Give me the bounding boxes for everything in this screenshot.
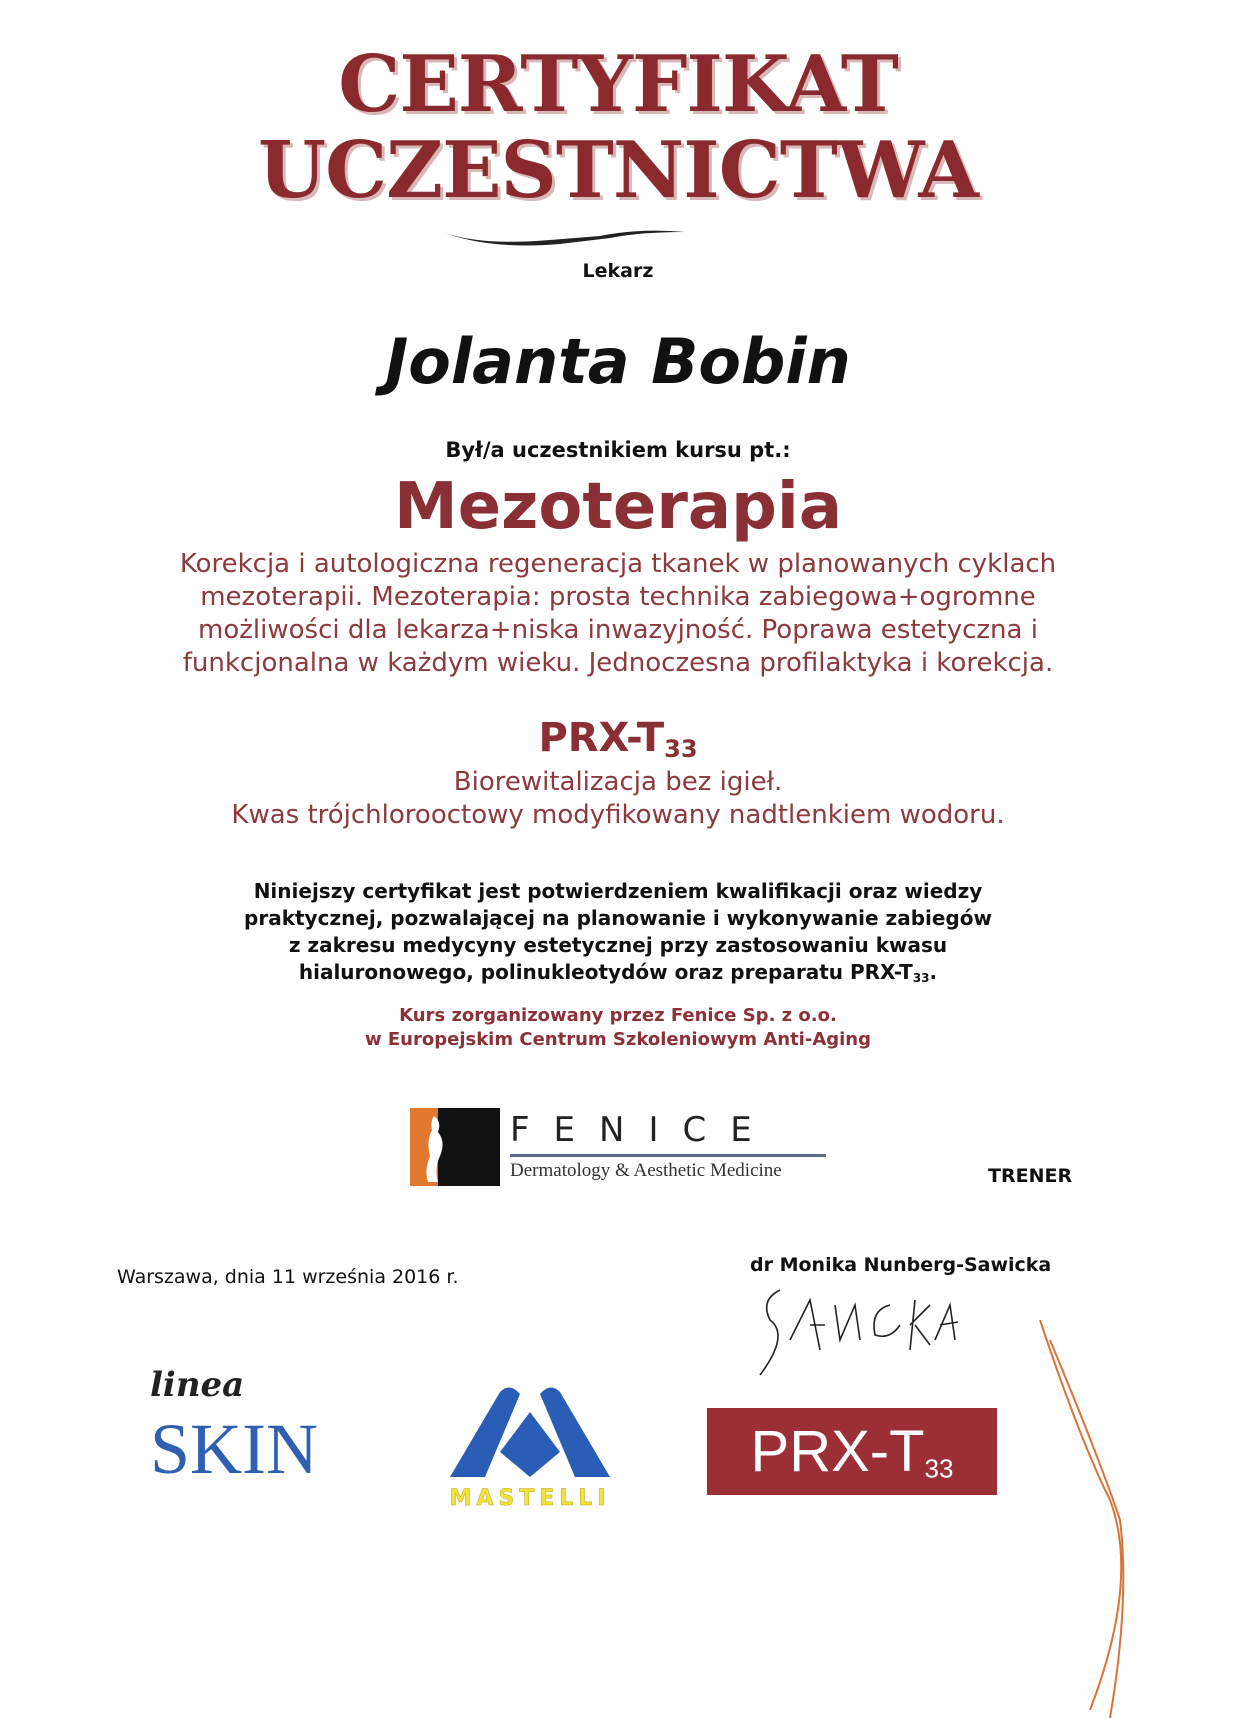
product-description [0,766,1236,832]
organizer [0,1004,1236,1052]
swoosh-divider [440,222,720,250]
linea-skin-logo [150,1365,319,1489]
participant-name: Jolanta Bobin [385,325,851,398]
skin-text: SKIN [150,1409,319,1489]
mastelli-m-icon [440,1382,620,1482]
product-subscript: 33 [664,735,698,763]
statement [0,878,1236,992]
course-title: Mezoterapia [394,470,842,544]
description-line: Korekcja i autologiczna regeneracja tkanek w planowanych cyklach [179,549,1057,579]
product-name: PRX-T [538,715,665,761]
prx-logo-name: PRX-T [750,1419,925,1484]
statement-line: Niniejszy certyfikat jest potwierdzeniem kwalifikacji oraz wiedzy [253,879,983,903]
description-line: możliwości dla lekarza+niska inwazyjność. Poprawa estetyczna i [198,615,1038,645]
prx-logo [707,1408,997,1495]
statement-line: z zakresu medycyny estetycznej przy zastosowaniu kwasu [288,933,948,957]
description-line: funkcjonalna w każdym wieku. Jednoczesna profilaktyka i korekcja. [182,648,1054,678]
fenice-tagline: Dermatology & Aesthetic Medicine [510,1160,782,1181]
trainer-label: TRENER [988,1165,1073,1187]
signature [740,1280,970,1390]
product-line: Kwas trójchlorooctowy modyfikowany nadtlenkiem wodoru. [231,800,1005,830]
statement-line: praktycznej, pozwalającej na planowanie i wykonywanie zabiegów [244,906,992,930]
statement-end: . [929,960,938,984]
product-title [0,715,1236,763]
statement-text: hialuronowego, polinukleotydów oraz preparatu PRX-T [298,960,913,984]
organizer-line: Kurs zorganizowany przez Fenice Sp. z o.o. [399,1005,837,1026]
prx-logo-sub: 33 [924,1453,954,1484]
description-line: mezoterapii. Mezoterapia: prosta technika zabiegowa+ogromne [200,582,1036,612]
intro-text: Był/a uczestnikiem kursu pt.: [445,438,791,462]
trainer-name: dr Monika Nunberg-Sawicka [750,1254,1052,1276]
fenice-logo [410,1108,826,1186]
fenice-name: FENICE [510,1110,776,1150]
mastelli-text: MASTELLI [449,1486,611,1511]
fenice-figure-icon [410,1108,500,1186]
statement-line [0,959,1236,992]
place-date: Warszawa, dnia 11 września 2016 r. [117,1266,459,1288]
product-line: Biorewitalizacja bez igieł. [453,767,783,797]
organizer-line: w Europejskim Centrum Szkoleniowym Anti-Aging [364,1029,872,1050]
course-description [0,548,1236,680]
mastelli-logo [440,1382,620,1512]
linea-text: linea [150,1365,245,1405]
statement-subscript: 33 [912,971,930,985]
title-line-2: UCZESTNICTWA [258,125,978,216]
profession-label: Lekarz [582,260,654,282]
decorative-swirl [1020,1320,1140,1718]
title-line-1: CERTYFIKAT [338,39,898,130]
